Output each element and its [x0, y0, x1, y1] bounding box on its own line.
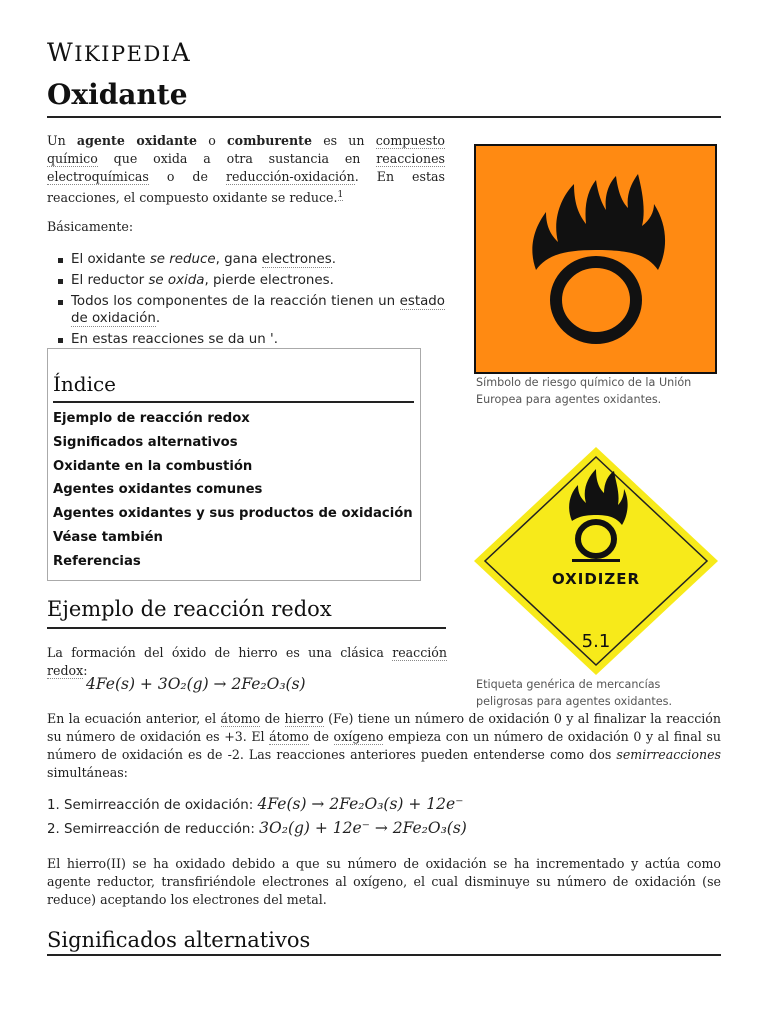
oxidizer-diamond-icon	[472, 445, 720, 677]
figure-caption-2: Etiqueta genérica de mercancías peligrosas para agentes oxidantes.	[476, 678, 673, 708]
title-divider	[47, 116, 721, 118]
toc-item[interactable]: Ejemplo de reacción redox	[53, 411, 250, 426]
bullet-list	[47, 251, 445, 352]
link-hierro[interactable]: hierro	[284, 711, 324, 726]
section-heading-redox: Ejemplo de reacción redox	[47, 597, 332, 621]
link-estado-de-oxidacion[interactable]: estado de oxidación	[71, 294, 445, 326]
page-title: Oxidante	[47, 78, 188, 111]
equation-main: 4Fe(s) + 3O₂(g) → 2Fe₂O₃(s)	[86, 675, 306, 693]
equation-oxidation: 4Fe(s) → 2Fe₂O₃(s) + 12e⁻	[257, 795, 464, 813]
link-reacciones-electroquimicas[interactable]: reacciones electroquímicas	[47, 151, 445, 184]
basic-label: Básicamente:	[47, 219, 134, 234]
link-atomo-2[interactable]: átomo	[269, 729, 309, 744]
table-of-contents	[47, 348, 421, 581]
toc-title: Índice	[53, 372, 117, 396]
wikipedia-logo[interactable]: WIKIPEDIA	[47, 38, 192, 67]
link-atomo[interactable]: átomo	[220, 711, 261, 726]
list-item: 1. Semirreacción de oxidación: 4Fe(s) → 2Fe₂O₃(s) + 12e⁻	[47, 795, 464, 813]
reference-1[interactable]: 1	[337, 190, 344, 200]
eu-oxidizer-symbol-image[interactable]	[474, 144, 717, 374]
half-reactions-list	[47, 793, 467, 841]
equation-reduction: 3O₂(g) + 12e⁻ → 2Fe₂O₃(s)	[259, 819, 467, 837]
paragraph-redox-explanation: En la ecuación anterior, el átomo de hierro (Fe) tiene un número de oxidación 0 y al finalizar la reacción su número de oxidación es +3. El átomo de oxígeno empieza con un número de oxidación 0 y al final su número de oxidación es de -2. Las reacciones anteriores pueden entenderse como dos semirreacciones simultáneas:	[47, 711, 721, 780]
toc-item[interactable]: Oxidante en la combustión	[53, 458, 253, 474]
paragraph-redox-intro: La formación del óxido de hierro es una clásica reacción redox:	[47, 645, 447, 678]
intro-paragraph: Un agente oxidante o comburente es un compuesto químico que oxida a otra sustancia en reacciones electroquímicas o de reducción-oxidación. En estas reacciones, el compuesto oxidante se reduce.$^1$	[47, 133, 445, 206]
toc-item[interactable]: Agentes oxidantes y sus productos de oxidación	[53, 506, 413, 522]
toc-item[interactable]: Véase también	[53, 529, 163, 545]
link-oxigeno[interactable]: oxígeno	[333, 729, 384, 744]
list-item: El reductor se oxida, pierde electrones.	[47, 272, 445, 289]
list-item: Todos los componentes de la reacción tienen un estado de oxidación.	[47, 293, 445, 327]
label-oxidizer-text: OXIDIZER	[551, 570, 641, 588]
link-reduccion-oxidacion[interactable]: reducción-oxidación	[225, 169, 355, 184]
section-heading-alternativos: Significados alternativos	[47, 928, 311, 952]
link-reaccion-redox[interactable]: reacción redox	[47, 645, 447, 678]
oxidizer-label-image[interactable]	[472, 445, 720, 677]
toc-item[interactable]: Agentes oxidantes comunes	[53, 482, 263, 498]
list-item: El oxidante se reduce, gana electrones.	[47, 251, 445, 268]
section-divider	[47, 627, 446, 629]
figure-caption-1: Símbolo de riesgo químico de la Unión Europea para agentes oxidantes.	[476, 376, 692, 406]
list-item: En estas reacciones se da un '.	[47, 331, 445, 348]
toc-divider	[53, 401, 414, 403]
flame-over-circle-icon	[476, 146, 715, 372]
toc-item[interactable]: Referencias	[53, 553, 141, 569]
paragraph-iron-oxidation: El hierro(II) se ha oxidado debido a que su número de oxidación se ha incrementado y actúa como agente reductor, transfiriéndole electrones al oxígeno, el cual disminuye su número de oxidación (se reduce) aceptando los electrones del metal.	[47, 856, 721, 907]
section-divider	[47, 954, 721, 956]
link-compuesto-quimico[interactable]: compuesto químico	[47, 133, 445, 166]
list-item: 2. Semirreacción de reducción: 3O₂(g) + 12e⁻ → 2Fe₂O₃(s)	[47, 819, 467, 837]
link-electrones[interactable]: electrones	[261, 252, 332, 267]
label-class-number: 5.1	[581, 631, 611, 652]
toc-item[interactable]: Significados alternativos	[53, 434, 238, 450]
